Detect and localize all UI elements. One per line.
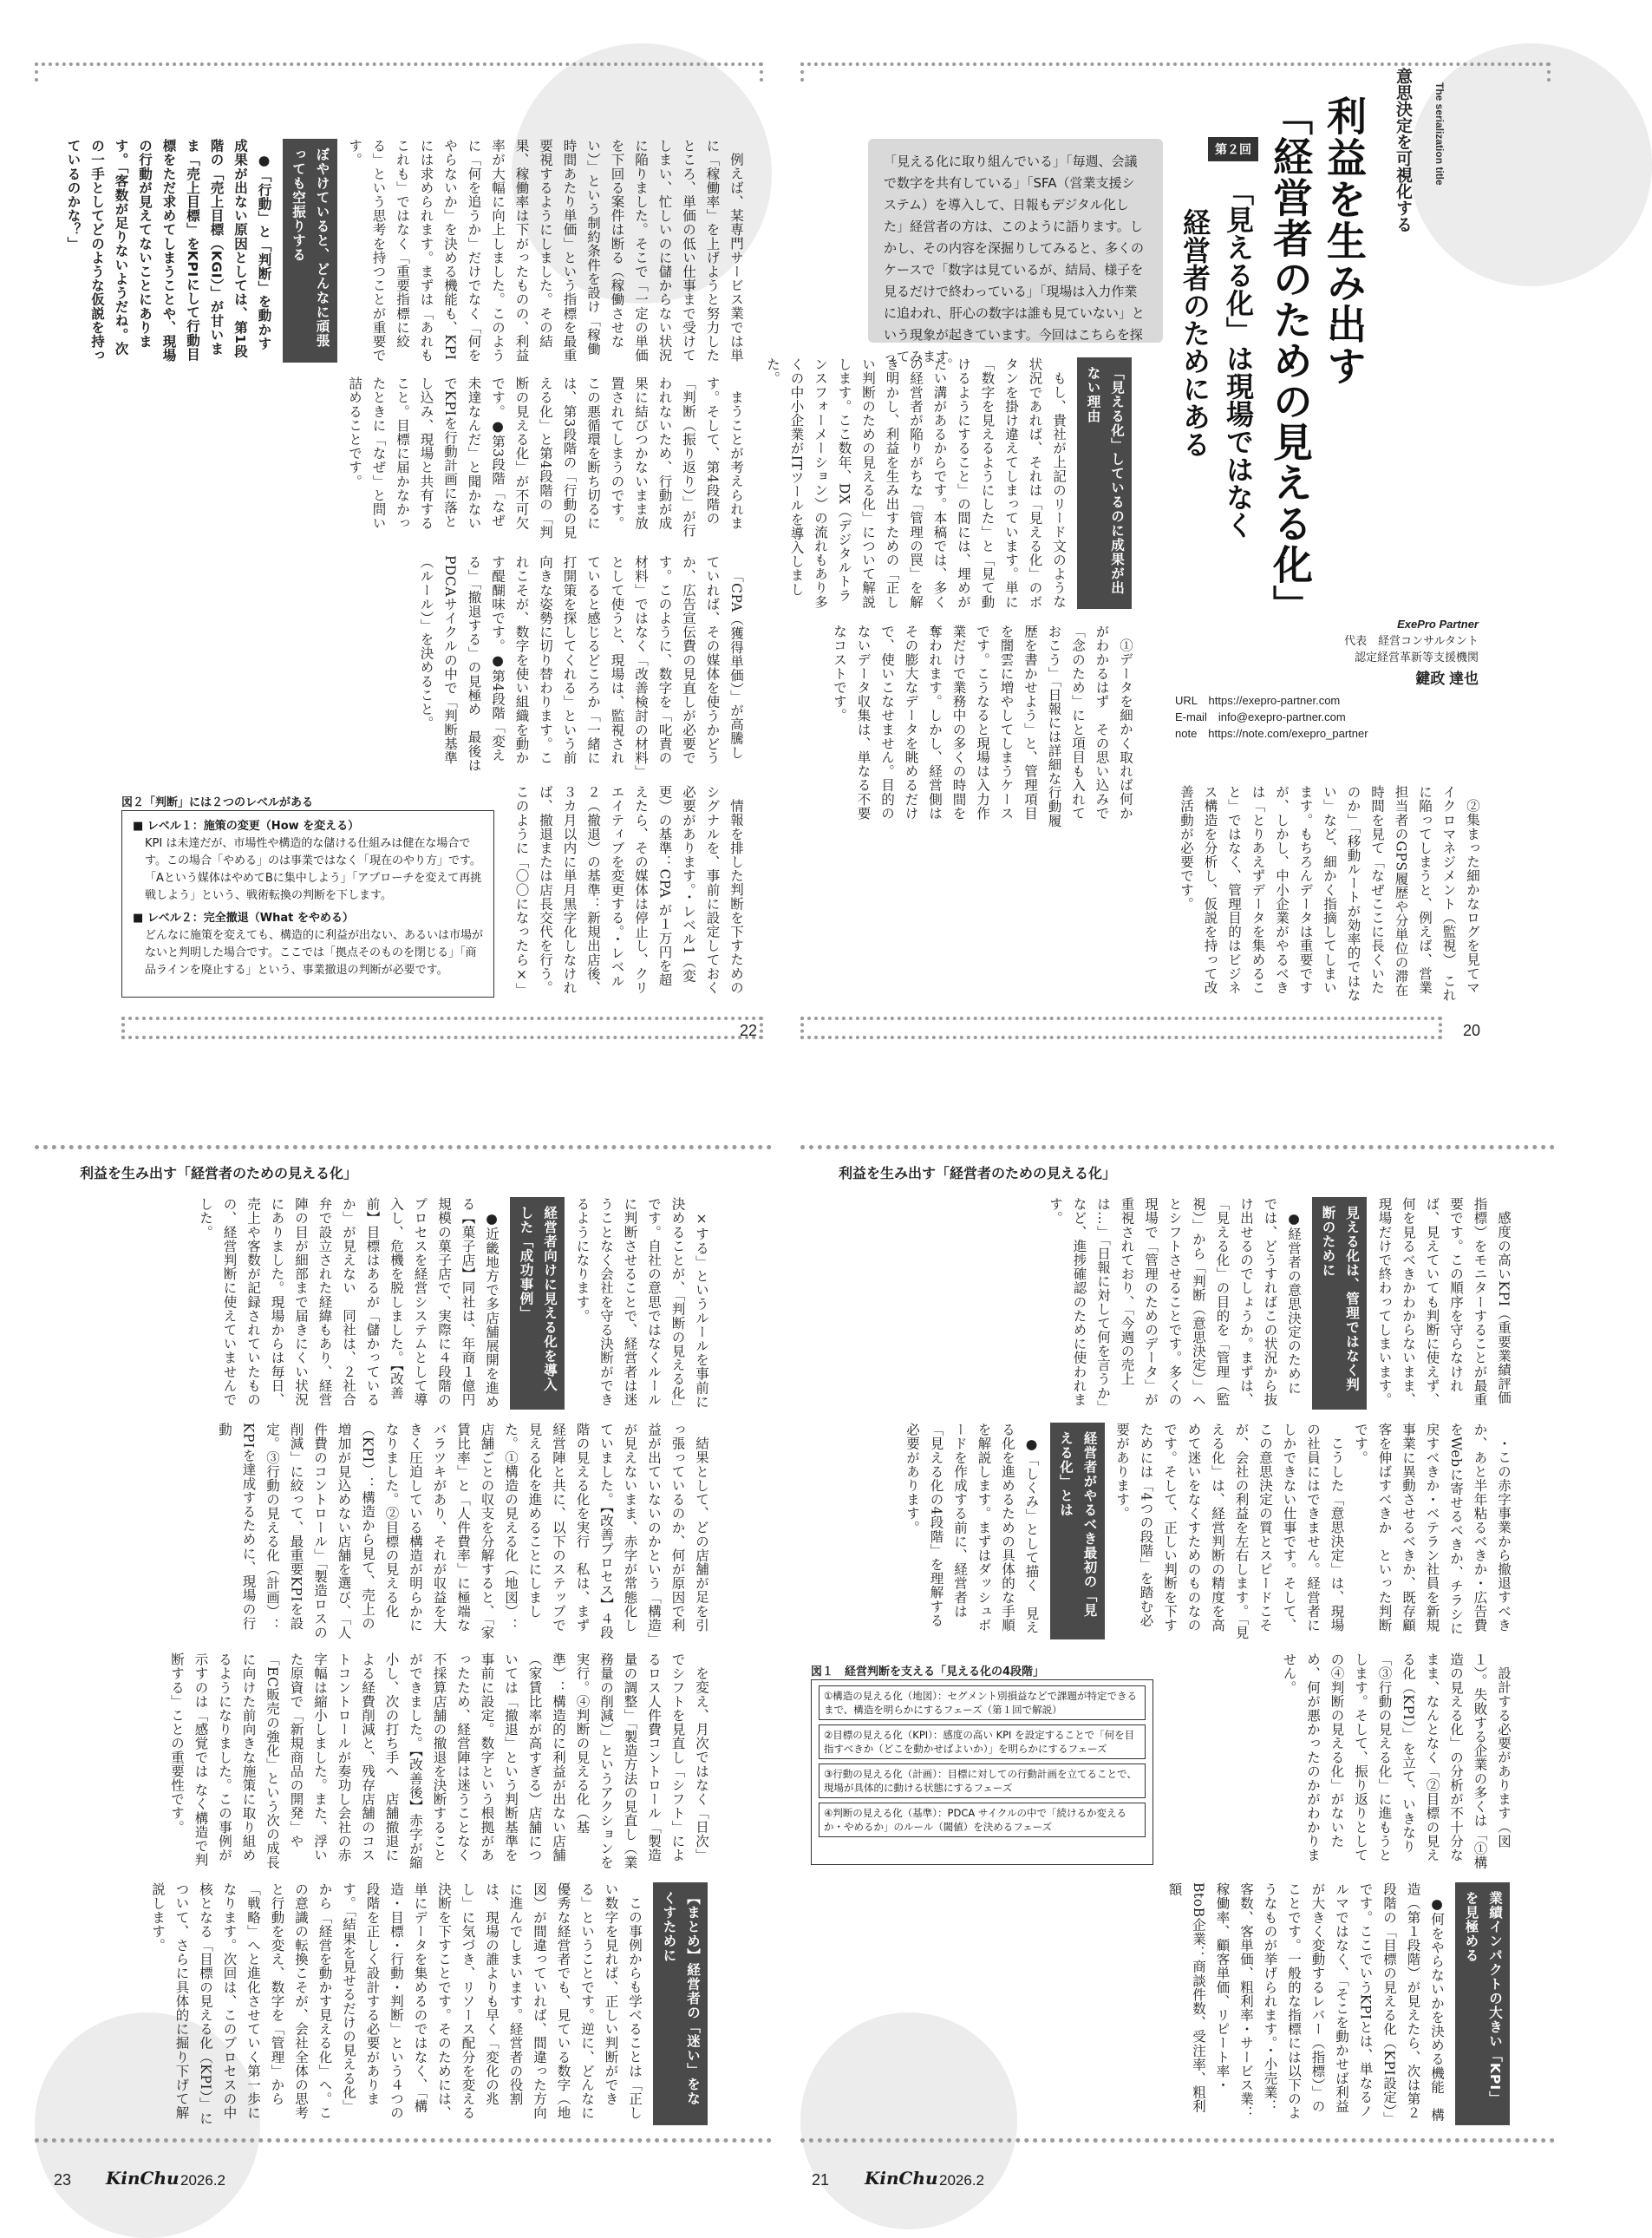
body-text: ●近畿地方で多店舗展開を進める【菓子店】同社は、年商１億円規模の菓子店で、実際に４段階のプロセスを経営システムとして導入し、危機を脱しました。【改善前】目標はあるが「儲かっているか」が見えない 同社は、２社合弁で設立された経緯もあり、経営陣の目が細部まで届きにくい状況にありました。現場からは毎日、売上や客数が記録されていたものの、経営判断に使えていませんでした。 <box>198 1197 500 1409</box>
figure-box <box>121 810 494 998</box>
lead-text: 「見える化に取り組んでいる」「毎週、会議で数字を共有している」「SFA（営業支援システム）を導入して、日報もデジタル化した」経営者の方は、このように語ります。しかし、その内容を深掘りしてみると、多くのケースで「数字は見ているが、結局、様子を見るだけで終わっている」「現場は入力作業に追われ、肝心の数字は誰も見ていない」という現象が起きています。今回はこちらを探ってみます。 <box>868 139 1163 343</box>
section-heading: 業績インパクトの大きい「KPI」を見極める <box>1455 1882 1510 2125</box>
title-line2: 「経営者のための見える化」 <box>1267 95 1314 625</box>
section-heading: 【まとめ】経営者の「迷い」をなくすために <box>653 1882 708 2125</box>
body-column-3 <box>868 785 1484 1002</box>
body-text: ②集まった細かなログを見てマイクロマネジメント（監視） これに陥ってしまうと、例えば、営業担当者のGPS履歴や分単位の滞在時間を見て「なぜここに長くいたのか」「移動ルートが効率的ではない」など、細かく指摘してしまいます。もちろんデータは重要ですが、しかし、中小企業がやるべきは「とりあえずデータを集めること」ではなく、管理目的はビジネス構造を分析し、仮説を持って改善活動が必要です。 <box>1179 785 1480 1002</box>
body-text: この事例からも学べることは「正しい数字を見れば、正しい判断ができる」ということです。逆に、どんなに優秀な経営者でも、見ている数字（地図）が間違っていれば、間違った方向に進んでしまいます。経営者の役割は、現場の誰よりも早く「変化の兆し」に気づき、リソース配分を変える決断を下すことです。そのためには、単にデータを集めるのではなく、「構造・目標・行動・判断」という４つの段階を正しく設計する必要があります。「結果を見せるだけの見える化」から「経営を動かす見える化」へ。この意識の転換こそが、会社全体の思考と行動を変え、数字を「管理」から「戦略」へと進化させていく第一歩になります。次回は、このプロセスの中核となる「目標の見える化（KPI）」について、さらに具体的に掘り下げて解説します。 <box>150 1882 643 2125</box>
subtitle-line2: 経営者のためにある <box>1179 208 1211 458</box>
body-column-3 <box>121 555 748 772</box>
figure-level2-body: どんなに施策を変えても、構造的に利益が出ない、あるいは市場がないと判明した場合です。ここでは「拠点そのものを閉じる」「商品ラインを廃止する」という、事業撤退の判断が必要です。 <box>145 929 484 977</box>
body-text: ●経営者の意思決定のために では、どうすればこの状況から抜け出せるのでしょうか。まずは、「見える化」の目的を「管理（監視）」から「判断（意思決定）」へとシフトさせることです。多くの現場で「管理のためのデータ」が重視されており、「今週の売上は…」「日報に対して何を言うか」など、進捗確認のために使われます。 <box>1048 1197 1302 1409</box>
section-heading: 経営者がやるべき最初の「見える化」とは <box>1050 1423 1105 1639</box>
author-url[interactable]: URL https://exepro-partner.com <box>1175 694 1341 707</box>
top-dotted-bracket <box>800 62 1551 82</box>
page-23 <box>0 1110 785 2221</box>
body-column-1 <box>765 357 1137 609</box>
author-cert: 認定経営革新等支援機関 <box>1354 651 1479 664</box>
body-column-1 <box>839 1197 1515 1410</box>
figure-title: 図１ 経営判断を支える「見える化の4段階」 <box>811 1665 1045 1678</box>
body-column-3 <box>80 1652 713 1869</box>
episode-badge: 第２回 <box>1208 137 1258 161</box>
title-line1: 利益を生み出す <box>1321 95 1368 387</box>
body-column-2 <box>839 1423 1515 1639</box>
body-text: もし、貴社が上記のリード文のような状況であれば、それは「見える化」のボタンを掛け違えてしまっています。単に「数字を見えるようにした」と「見て動けるようにすること」の間には、埋めがたい溝があるからです。本稿では、多くの経営者が陥りがちな「管理の罠」を解き明かし、利益を生み出すための「正しい判断のための見える化」について解説します。ここ数年、DX（デジタルトランスフォーメーション）の流れもあり多くの中小企業がITツールを導入しました。 <box>765 357 1067 609</box>
section-heading: ぼやけていると、どんなに頑張っても空振りする <box>283 139 337 363</box>
page-number: 20 <box>1463 1022 1481 1039</box>
body-text: ●何をやらないかを決める機能 構造（第１段階）が見えたら、次は第２段階の「目標の見える化（KPI設定）」です。ここでいうKPIとは、単なるノルマではなく、「そこを動かせば利益が大きく変動するレバー（指標）」のことです。一般的な指標には以下のようなものが挙げられます。・小売業：客数、客単価、粗利率・サービス業：稼働率、顧客単価、リピート率・BtoB企業：商談件数、受注率、粗利額 <box>1166 1882 1445 2125</box>
body-text: 設計する必要があります（図１）。失敗する企業の多くは「①構造の見える化」の分析が不十分なまま、なんとなく「②目標の見える化（KPI）」を立て、いきなり「③行動の見える化」に進もうとします。そして、振り返りとしての④判断の見える化」がないため、何が悪かったのかがわかりません。 <box>1281 1652 1512 1869</box>
figure-level1-body: KPI は未達だが、市場性や構造的な儲ける仕組みは健在な場合です。この場合「やめる」のは事業ではなく「現在のやり方」です。「Aという媒体はやめてBに集中しよう」「アプローチを変えて再挑戦しよう」という、戦術転換の判断を下します。 <box>145 837 482 902</box>
body-text: 情報を排した判断を下すためのシグナルを、事前に設定しておく必要があります。・レベル1（変更）の基準：CPA が１万円を超えたら、その媒体は停止し、クリエイティブを変更する。・レベル２（撤退）の基準：新規出店後、３カ月以内に単月黒字化しなければ、撤退または店長交代を行う。このように「〇〇になったら×」 <box>513 785 744 997</box>
body-text: こうした「意思決定」は、現場の社員にはできません。経営者にしかできない仕事です。そして、この意思決定の質とスピードこそが、会社の利益を左右します。「見える化」は、経営判断の精度を高めて迷いをなくすためのものなのです。そして、正しい判断を下すためには「4つの段階」を踏む必要があります。 <box>1114 1423 1345 1639</box>
bottom-dotted-bracket <box>121 1017 763 1039</box>
body-text: ●「しくみ」として描く 見える化を進めるための具体的な手順を解説します。まずはダッシュボードを作成する前に、経営者は「見える化の4段階」を理解する必要があります。 <box>904 1423 1040 1634</box>
bottom-dotted-bracket <box>800 1017 1442 1039</box>
figure-item-2: ②目標の見える化（KPI）：感度の高い KPI を設定することで「何を目指すべきか（どこを動かせばよいか）」を明らかにするフェーズ <box>819 1724 1146 1759</box>
page-number: 21 <box>812 2171 830 2189</box>
author-name: 鍵政 達也 <box>1415 671 1479 687</box>
bottom-dotted-rule <box>800 2138 1555 2143</box>
top-dotted-rule <box>800 1145 1555 1149</box>
page-21 <box>785 1110 1570 2221</box>
body-text: まうことが考えられます。そして、第4段階の「判断（振り返り）」が行われないため、行動が成果に結びつかないまま放置されてしまうのです。この悪循環を断ち切るには、第3段階の「行動の見える化」と第4段階の「判断の見える化」が不可欠です。●第3段階「なぜ未達なんだ」と聞かないでKPIを行動計画に落とし込み、現場と共有すること。目標に届かなかったときに「なぜ」と問い詰めることです。 <box>347 376 744 540</box>
section-heading: 「見える化」しているのに成果が出ない理由 <box>1077 357 1132 609</box>
figure-level1-title: ■ レベル１：施策の変更（How を変える） <box>133 820 360 833</box>
bottom-dotted-rule <box>35 2138 772 2143</box>
figure-level2-title: ■ レベル２：完全撤退（What をやめる） <box>133 912 354 925</box>
figure-item-4: ④判断の見える化（基準）：PDCA サイクルの中で「続けるか変えるか・やめるか」のルール（閾値）を決めるフェーズ <box>819 1803 1146 1837</box>
figure-box <box>811 1679 1153 1865</box>
body-column-4 <box>507 785 748 1000</box>
body-column-2 <box>121 376 748 541</box>
author-block <box>1149 616 1479 742</box>
body-text: 「CPA（獲得単価）」が高騰していれば、その媒体を使うかどうか、広告宣伝費の見直しが必要です。このように、数字を「叱責の材料」ではなく「改善検討の材料」として使うと、現場は、監視されていると感じるどころか「一緒に打開策を探してくれる」という前向きな姿勢に切り替わります。これこそが、数字を使い組織を動かす醍醐味です。●第4段階「変える」「撤退する」の見極め 最後はPDCAサイクルの中で「判断基準（ルール）」を決めること。 <box>418 555 744 772</box>
body-text: ×する」というルールを事前に決めることが、「判断の見える化」です。自社の意思ではなくルールに判断させることで、経営者は迷うことなく会社を守る決断ができるようになります。 <box>574 1197 709 1409</box>
body-column-4 <box>80 1882 713 2125</box>
kicker: 意思決定を可視化する <box>1394 68 1413 232</box>
top-dotted-bracket <box>35 62 763 82</box>
author-company: ExePro Partner <box>1397 618 1479 631</box>
figure-title: 図２「判断」には２つのレベルがある <box>121 796 314 809</box>
body-text: ●「行動」と「判断」を動かす 成果が出ない原因としては、第1段階の「売上目標（KGI）」が甘いまま「売上目標」をKPIにして行動目標をただ求めてしまうことや、現場の行動が見えてないことにあります。「客数が足りないようだね。次の一手としてどのような仮説を持っているのかな？」 <box>65 139 272 364</box>
body-column-2 <box>80 1423 713 1639</box>
body-column-1 <box>65 139 748 364</box>
body-text: 結果として、どの店舗が足を引っ張っているのか、何が原因で利益が出ていないのかという「構造」が見えないまま、赤字が常態化していました。【改善プロセス】４段階の見える化を実行 私は、まず経営陣と共に、以下のステップで見える化を進めることにしました。①構造の見える化（地図）：店舗ごとの収支を分解すると、「家賃比率」と「人件費率」に極端なバラツキがあり、それが収益を大きく圧迫している構造が明らかになりました。②目標の見える化（KPI）：構造から見て、売上の増加が見込めない店舗を選び、「人件費のコントロール」「製造ロスの削減」に絞って、最重要KPIを設定。③行動の見える化（計画）：KPIを達成するために、現場の行動 <box>217 1423 709 1639</box>
body-column-3 <box>1162 1652 1515 1869</box>
page-number: 22 <box>740 1022 758 1039</box>
body-column-1 <box>80 1197 713 1410</box>
issue-date: 2026.2 <box>180 2172 225 2189</box>
body-text: 例えば、某専門サービス業では単に「稼働率」を上げようと努力したところ、単価の低い仕事まで受けてしまい、忙しいのに儲からない状況に陥りました。そこで「一定の単価を下回る案件は断る（稼働させない）」という制約条件を設け「稼働時間あたり単価」という指標を最重要視するようにしました。その結果、稼働率は下がったものの、利益率が大幅に向上しました。このように「何を追うか」だけでなく「何をやらないか」を決める機能も、KPIには求められます。まずは「あれもこれも」ではなく「重要指標に絞る」という思考を持つことが重要です。 <box>347 139 744 363</box>
page-22 <box>0 0 785 1110</box>
figure-item-3: ③行動の見える化（計画）：目標に対しての行動計画を立てることで、現場が具体的に動ける状態にするフェーズ <box>819 1764 1146 1798</box>
section-heading: 経営者向けに見える化を導入した「成功事例」 <box>510 1197 565 1410</box>
running-head: 利益を生み出す「経営者のための見える化」 <box>80 1165 358 1181</box>
top-dotted-rule <box>35 1145 772 1149</box>
body-text: 感度の高いKPI（重要業績評価指標）をモニターすることが最重要です。この順序を守らなければ、見えていても判断に使えず、何を見るべきかわからないまま、現場だけで終わってしまいます。 <box>1376 1197 1512 1407</box>
running-head: 利益を生み出す「経営者のための見える化」 <box>839 1165 1117 1181</box>
subtitle-line1: 「見える化」は現場ではなく <box>1222 178 1255 539</box>
serial-label: The serialization title <box>1433 82 1446 186</box>
body-text: ・この赤字事業から撤退すべきか、あと半年粘るべきか・広告費をWebに寄せるべきか、チラシに戻すべきか・ベテラン社員を新規事業に異動させるべきか、既存顧客を伸ばすべきか といった判断です。 <box>1353 1423 1512 1635</box>
body-text: を変え、月次ではなく「日次」でシフトを見直し「シフト」によるロス人件費コントロール「製造量の調整」「製造方法の見直し（業務量の削減）」というアクションを実行。④判断の見える化（基準）：構造的に利益が出ない店舗（家賃比率が高すぎる）店舗については「撤退」という判断基準を事前に設定。数字という根拠があったため、経営陣は迷うことなく不採算店舗の撤退を決断することができました。【改善後】赤字が縮小し、次の打ち手へ 店舗撤退による経費削減と、残存店舗のコストコントロールが奏功し会社の赤字幅は縮小しました。また、浮いた原資で「新規商品の開発」や「EC販売の強化」という次の成長に向けた前向きな施策に取り組めるようになりました。この事例が示すのは「感覚では なく構造で判断する」ことの重要性です。 <box>169 1652 709 1869</box>
body-column-4 <box>839 1882 1515 2125</box>
page-20 <box>765 0 1570 1110</box>
magazine-logo: KinChu <box>106 2168 180 2189</box>
author-role: 代表 経営コンサルタント <box>1344 634 1479 647</box>
body-text: ①データを細かく取れば何かがわかるはず その思い込みで「念のため」にと項目も入れておこう」「日報には詳細な行動履歴を書かせよう」と、管理項目を闇雲に増やしてしまうケースです。こうなると現場は入力作業だけで業務中の多くの時間を奪われます。しかし、経営側はその膨大なデータを眺めるだけで、使いこなせません。目的のないデータ収集は、単なる不要なコストです。 <box>832 625 1133 828</box>
author-note[interactable]: note https://note.com/exepro_partner <box>1175 727 1368 740</box>
page-number: 23 <box>54 2171 72 2189</box>
section-heading: 見える化は、管理ではなく判断のために <box>1312 1197 1367 1410</box>
figure-item-1: ①構造の見える化（地図）：セグメント別損益などで課題が特定できるまで、構造を明らかにするフェーズ（第１回で解説） <box>819 1685 1146 1720</box>
magazine-logo: KinChu <box>865 2168 938 2189</box>
author-email[interactable]: E-mail info@exepro-partner.com <box>1175 710 1346 723</box>
issue-date: 2026.2 <box>939 2172 984 2189</box>
